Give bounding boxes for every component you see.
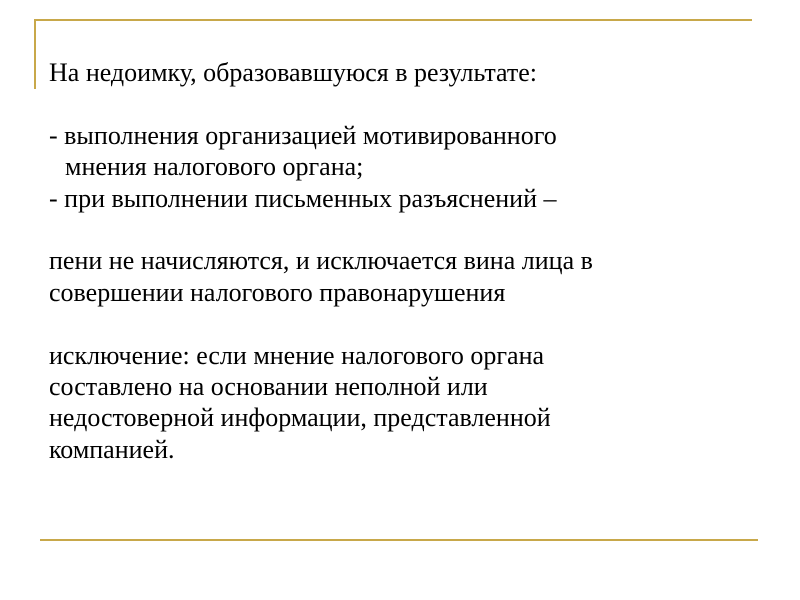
bullet-line-1-continuation: мнения налогового органа; [65,152,364,182]
conclusion-line-1: пени не начисляются, и исключается вина лица в [49,246,593,276]
blank-line [49,88,749,119]
exception-line-4: компанией. [49,434,175,464]
exception-line-3: недостоверной информации, представленной [49,403,551,433]
exception-line-1: исключение: если мнение налогового органа [49,340,545,370]
exception-line-2: составлено на основании неполной или [49,372,488,402]
bottom-decorative-rule [40,539,758,541]
left-decorative-rule [34,19,36,89]
intro-line: На недоимку, образовавшуюся в результате: [49,58,537,87]
blank-line [49,308,749,339]
blank-line [49,214,749,245]
bullet-line-2: - при выполнении письменных разъяснений – [49,183,557,213]
slide-body-text [49,57,749,465]
conclusion-line-2: совершении налогового правонарушения [49,277,506,307]
bullet-line-1: - выполнения организацией мотивированного [49,120,557,150]
top-decorative-rule [34,19,752,21]
